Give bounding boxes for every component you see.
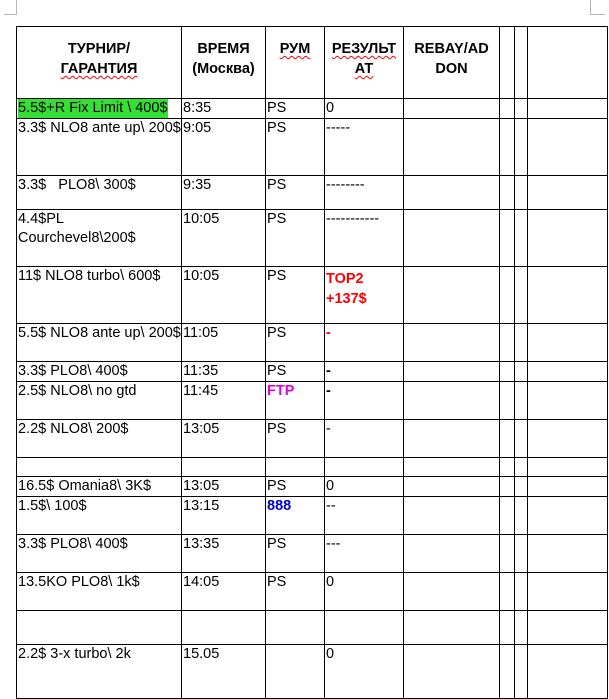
cell-tournament: 3.3$ PLO8\ 400$ — [17, 535, 182, 573]
cell-rebuy — [404, 119, 500, 176]
cell-time: 10:05 — [182, 267, 266, 324]
table-row — [17, 573, 608, 611]
cell-tournament: 11$ NLO8 turbo\ 600$ — [17, 267, 182, 324]
cell-time: 8:35 — [182, 99, 266, 119]
cell-empty — [500, 645, 515, 699]
table-row — [17, 119, 608, 176]
cell-empty — [515, 573, 528, 611]
cell-rebuy — [404, 99, 500, 119]
cell-time: 13:35 — [182, 535, 266, 573]
cell-rebuy — [404, 362, 500, 382]
cell-empty — [528, 176, 608, 210]
table-row — [17, 382, 608, 420]
cell-empty — [528, 497, 608, 535]
cell-tournament: 2.2$ NLO8\ 200$ — [17, 420, 182, 458]
cell-result: -- — [325, 497, 404, 535]
cell-time: 10:05 — [182, 210, 266, 267]
cell-empty — [528, 362, 608, 382]
cell-room: PS — [266, 324, 325, 362]
cell-room: PS — [266, 99, 325, 119]
cell-room: PS — [266, 420, 325, 458]
table-row — [17, 535, 608, 573]
cell-empty — [528, 382, 608, 420]
cell-empty — [500, 611, 515, 645]
header-tournament: ТУРНИР/ ГАРАНТИЯ — [17, 27, 182, 99]
cell-empty — [500, 176, 515, 210]
cell-result-top2: TOP2 +137$ — [325, 267, 404, 324]
cell-empty — [500, 573, 515, 611]
cell-empty — [515, 420, 528, 458]
cell-room-888: 888 — [266, 497, 325, 535]
cell-result: 0 — [325, 477, 404, 497]
cell-empty — [528, 324, 608, 362]
cell-rebuy — [404, 324, 500, 362]
cell-result: 0 — [325, 573, 404, 611]
cell-result — [325, 458, 404, 477]
cell-empty — [500, 497, 515, 535]
cell-time: 11:05 — [182, 324, 266, 362]
header-time: ВРЕМЯ (Москва) — [182, 27, 266, 99]
cell-tournament: 1.5$\ 100$ — [17, 497, 182, 535]
cell-tournament: 16.5$ Omania8\ 3K$ — [17, 477, 182, 497]
cell-rebuy — [404, 535, 500, 573]
cell-empty — [515, 535, 528, 573]
cell-tournament — [17, 99, 182, 119]
table-row — [17, 324, 608, 362]
cell-result: ----- — [325, 119, 404, 176]
cell-empty — [528, 99, 608, 119]
cell-result: - — [325, 420, 404, 458]
table-row — [17, 645, 608, 699]
cell-tournament — [17, 611, 182, 645]
cell-empty — [500, 362, 515, 382]
table-row — [17, 267, 608, 324]
header-empty-1 — [500, 27, 515, 99]
cell-empty — [515, 497, 528, 535]
cell-empty — [500, 210, 515, 267]
cell-rebuy — [404, 382, 500, 420]
table-row — [17, 362, 608, 382]
header-empty-2 — [515, 27, 528, 99]
cell-rebuy — [404, 458, 500, 477]
cell-room: PS — [266, 210, 325, 267]
cell-time: 14:05 — [182, 573, 266, 611]
cell-result: 0 — [325, 645, 404, 699]
cell-time — [182, 458, 266, 477]
cell-result: -------- — [325, 176, 404, 210]
cell-empty — [515, 176, 528, 210]
cell-empty — [500, 324, 515, 362]
table-row — [17, 210, 608, 267]
cell-room: PS — [266, 362, 325, 382]
tournament-schedule-table — [16, 26, 608, 699]
cell-rebuy — [404, 210, 500, 267]
cell-rebuy — [404, 573, 500, 611]
header-room: РУМ — [266, 27, 325, 99]
cell-empty — [515, 99, 528, 119]
cell-empty — [515, 362, 528, 382]
cell-room-ftp: FTP — [266, 382, 325, 420]
cell-result: --- — [325, 535, 404, 573]
cell-tournament: 13.5KO PLO8\ 1k$ — [17, 573, 182, 611]
cell-room: PS — [266, 477, 325, 497]
cell-empty — [528, 611, 608, 645]
page-corner-mark-left — [4, 0, 17, 15]
cell-tournament: 2.5$ NLO8\ no gtd — [17, 382, 182, 420]
cell-time: 13:05 — [182, 477, 266, 497]
cell-tournament: 2.2$ 3-x turbo\ 2k — [17, 645, 182, 699]
cell-tournament: 3.3$ PLO8\ 400$ — [17, 362, 182, 382]
cell-empty — [500, 267, 515, 324]
cell-empty — [515, 210, 528, 267]
cell-time: 13:15 — [182, 497, 266, 535]
cell-empty — [528, 420, 608, 458]
cell-room — [266, 458, 325, 477]
table-row-empty — [17, 611, 608, 645]
cell-empty — [528, 477, 608, 497]
cell-result: - — [325, 382, 404, 420]
table-row — [17, 99, 608, 119]
cell-empty — [515, 267, 528, 324]
cell-empty — [515, 645, 528, 699]
cell-rebuy — [404, 420, 500, 458]
highlighted-tournament: 5.5$+R Fix Limit \ 400$ — [18, 100, 168, 116]
cell-empty — [500, 535, 515, 573]
cell-room: PS — [266, 535, 325, 573]
cell-empty — [528, 573, 608, 611]
cell-empty — [528, 458, 608, 477]
cell-empty — [500, 99, 515, 119]
header-empty-3 — [528, 27, 608, 99]
cell-room: PS — [266, 573, 325, 611]
cell-time: 11:45 — [182, 382, 266, 420]
cell-result: - — [325, 362, 404, 382]
header-rebuy-addon: REBAY/AD DON — [404, 27, 500, 99]
cell-room — [266, 611, 325, 645]
cell-empty — [515, 324, 528, 362]
cell-time: 15.05 — [182, 645, 266, 699]
cell-room: PS — [266, 119, 325, 176]
cell-tournament: 4.4$PL Courchevel8\200$ — [17, 210, 182, 267]
cell-time: 9:05 — [182, 119, 266, 176]
cell-tournament: 3.3$ NLO8 ante up\ 200$ — [17, 119, 182, 176]
cell-empty — [515, 477, 528, 497]
cell-empty — [500, 119, 515, 176]
cell-empty — [528, 535, 608, 573]
cell-rebuy — [404, 176, 500, 210]
cell-empty — [500, 477, 515, 497]
cell-time: 11:35 — [182, 362, 266, 382]
table-row — [17, 420, 608, 458]
cell-empty — [528, 210, 608, 267]
cell-empty — [515, 382, 528, 420]
cell-result — [325, 611, 404, 645]
cell-rebuy — [404, 477, 500, 497]
cell-empty — [500, 382, 515, 420]
cell-room: PS — [266, 267, 325, 324]
cell-empty — [528, 119, 608, 176]
cell-room — [266, 645, 325, 699]
cell-result: ----------- — [325, 210, 404, 267]
cell-tournament — [17, 458, 182, 477]
table-row — [17, 176, 608, 210]
cell-tournament: 3.3$ PLO8\ 300$ — [17, 176, 182, 210]
cell-rebuy — [404, 611, 500, 645]
table-row-empty — [17, 458, 608, 477]
table-row — [17, 477, 608, 497]
cell-time: 9:35 — [182, 176, 266, 210]
cell-result: 0 — [325, 99, 404, 119]
cell-time — [182, 611, 266, 645]
header-result: РЕЗУЛЬТ АТ — [325, 27, 404, 99]
cell-time: 13:05 — [182, 420, 266, 458]
cell-empty — [500, 420, 515, 458]
cell-empty — [528, 267, 608, 324]
cell-rebuy — [404, 267, 500, 324]
cell-rebuy — [404, 645, 500, 699]
cell-rebuy — [404, 497, 500, 535]
cell-result: - — [325, 324, 404, 362]
cell-empty — [515, 611, 528, 645]
cell-tournament: 5.5$ NLO8 ante up\ 200$ — [17, 324, 182, 362]
cell-empty — [515, 458, 528, 477]
cell-room: PS — [266, 176, 325, 210]
cell-empty — [500, 458, 515, 477]
header-row — [17, 27, 608, 99]
table-row — [17, 497, 608, 535]
cell-empty — [528, 645, 608, 699]
page-corner-mark-right — [590, 0, 605, 15]
cell-empty — [515, 119, 528, 176]
